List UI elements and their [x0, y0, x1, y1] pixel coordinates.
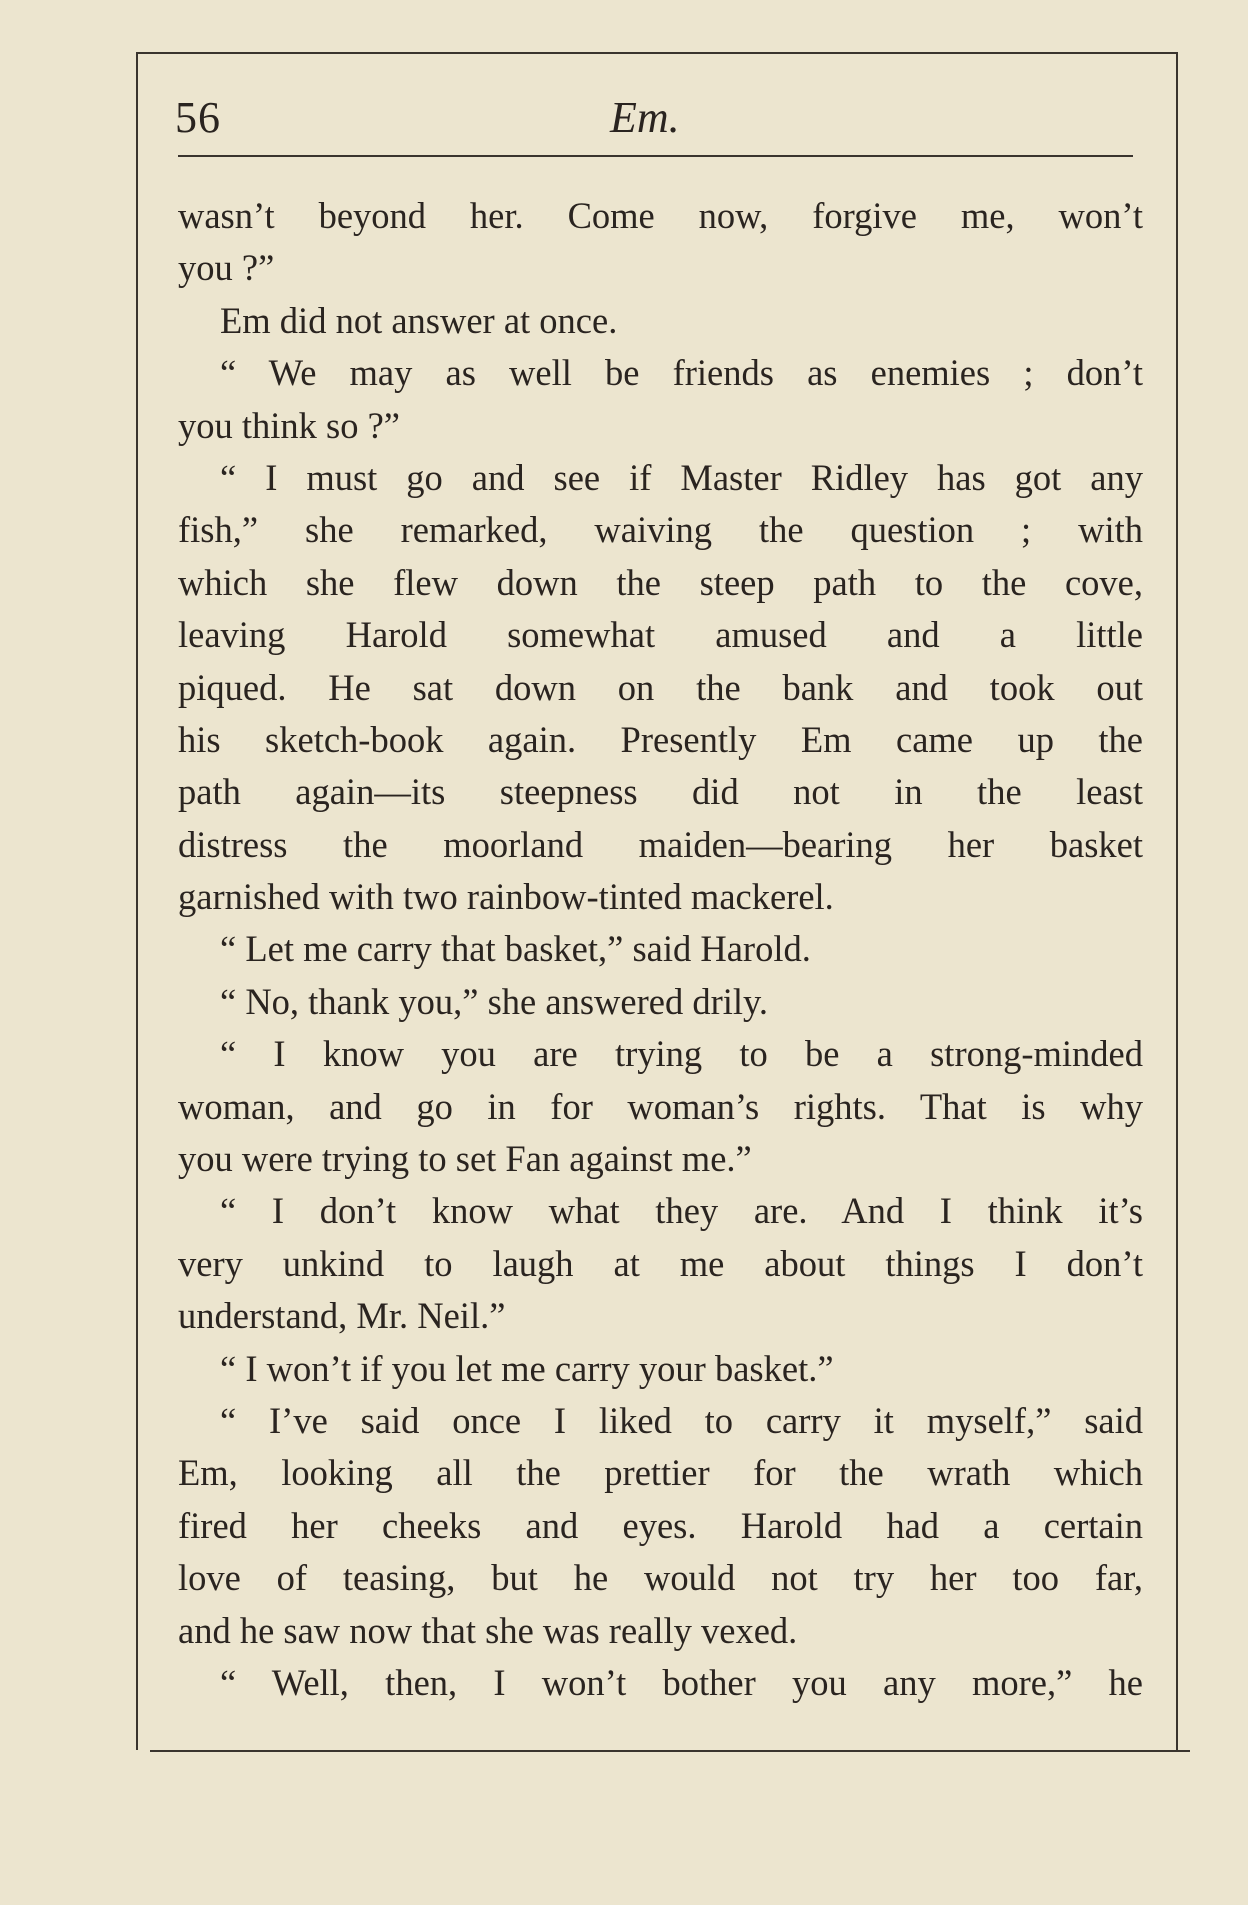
text-line: “ Let me carry that basket,” said Harold.	[220, 928, 811, 970]
text-line: you ?”	[178, 247, 275, 289]
text-line: distress the moorland maiden—bearing her basket	[178, 823, 1143, 865]
text-line: garnished with two rainbow-tinted mackerel.	[178, 876, 834, 918]
text-line: fish,” she remarked, waiving the question ; with	[178, 509, 1143, 551]
text-line: “ I must go and see if Master Ridley has got any	[220, 456, 1143, 498]
text-line: and he saw now that she was really vexed.	[178, 1609, 798, 1651]
text-line: “ I don’t know what they are. And I think it’s	[220, 1190, 1143, 1232]
text-line: “ We may as well be friends as enemies ; don’t	[220, 352, 1143, 394]
page-number: 56	[175, 93, 221, 142]
text-line: you think so ?”	[178, 404, 401, 446]
text-line: his sketch-book again. Presently Em came up the	[178, 718, 1143, 760]
text-line: understand, Mr. Neil.”	[178, 1295, 506, 1337]
text-line: very unkind to laugh at me about things I don’t	[178, 1242, 1143, 1284]
text-line: Em did not answer at once.	[220, 299, 618, 341]
text-line: “ I know you are trying to be a strong-minded	[220, 1033, 1143, 1075]
text-line: “ I won’t if you let me carry your basket.”	[220, 1347, 834, 1389]
text-line: piqued. He sat down on the bank and took out	[178, 666, 1143, 708]
page-header	[175, 92, 1135, 152]
text-line: Em, looking all the prettier for the wrath which	[178, 1452, 1143, 1494]
text-line: path again—its steepness did not in the least	[178, 771, 1143, 813]
text-line: “ No, thank you,” she answered drily.	[220, 980, 769, 1022]
text-line: “ I’ve said once I liked to carry it myself,” said	[220, 1399, 1143, 1441]
text-line: woman, and go in for woman’s rights. That is why	[178, 1085, 1143, 1127]
body-text	[178, 190, 1143, 1709]
text-line: leaving Harold somewhat amused and a little	[178, 614, 1143, 656]
header-rule	[178, 155, 1133, 157]
bottom-rule	[150, 1750, 1190, 1752]
running-title: Em.	[610, 93, 680, 142]
text-line: which she flew down the steep path to the cove,	[178, 561, 1143, 603]
text-line: wasn’t beyond her. Come now, forgive me, won’t	[178, 195, 1143, 236]
text-line: love of teasing, but he would not try her too far,	[178, 1557, 1143, 1599]
text-line: “ Well, then, I won’t bother you any more,” he	[220, 1661, 1143, 1703]
text-line: fired her cheeks and eyes. Harold had a certain	[178, 1504, 1143, 1546]
text-line: you were trying to set Fan against me.”	[178, 1138, 752, 1180]
